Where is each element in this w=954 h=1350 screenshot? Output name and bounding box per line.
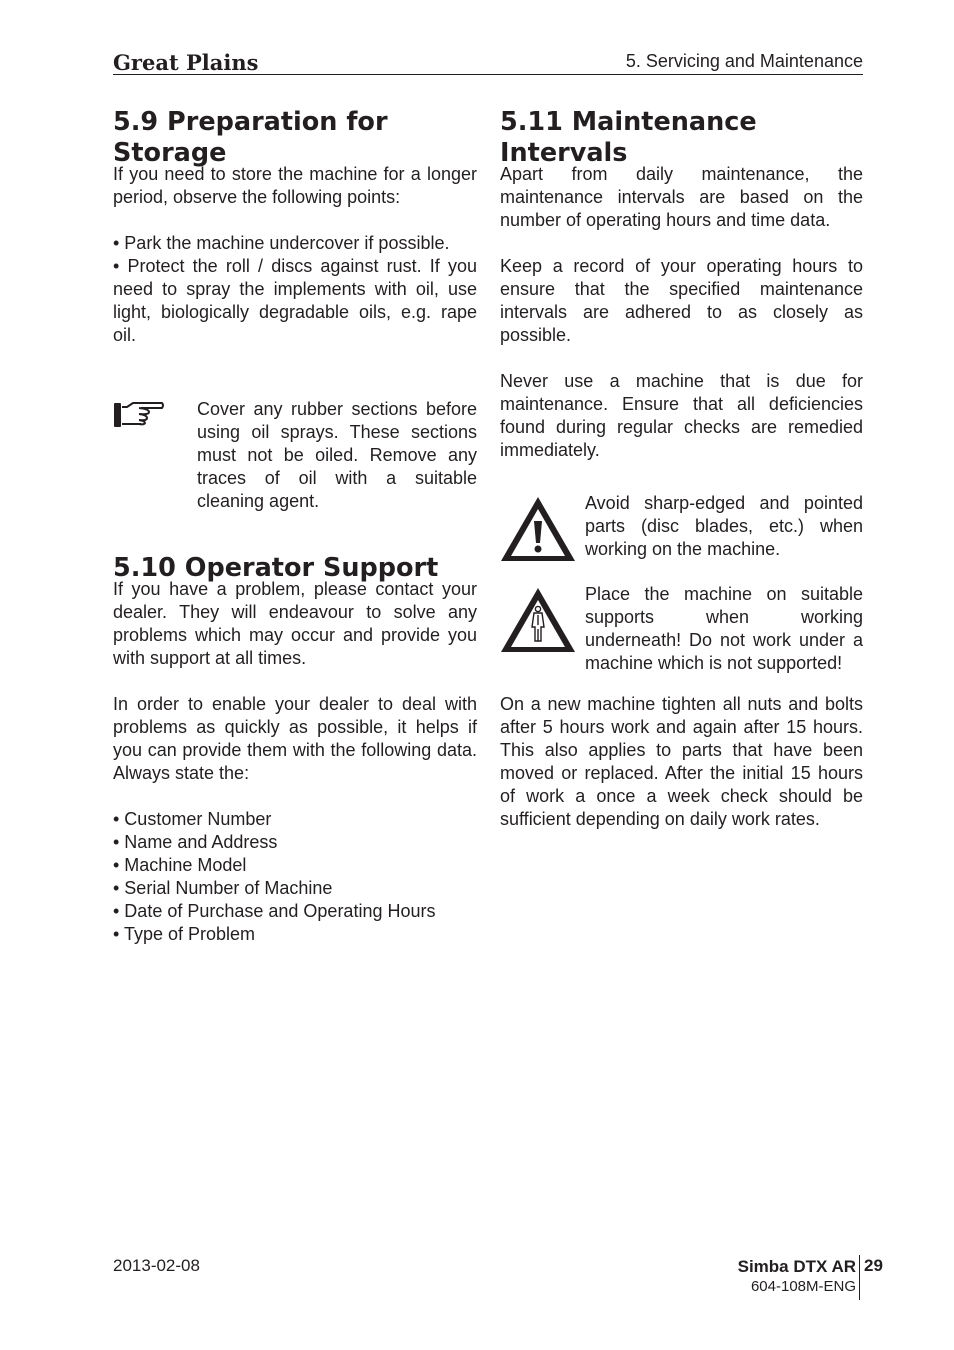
brand-logo: Great Plains xyxy=(113,50,259,75)
header-divider xyxy=(113,74,863,75)
footer-date: 2013-02-08 xyxy=(113,1256,200,1275)
maintenance-paragraph: Never use a machine that is due for maintenance. Ensure that all deficiencies found during regular checks are remedied immediately. xyxy=(500,371,863,460)
section-title: 5. Servicing and Maintenance xyxy=(625,51,863,71)
support-paragraph: If you have a problem, please contact your dealer. They will endeavour to solve any problems which may occur and provide you with support at all times. xyxy=(113,579,477,668)
list-item: • Type of Problem xyxy=(113,924,256,944)
warning-person-icon xyxy=(499,585,577,655)
pointing-hand-icon xyxy=(113,400,165,430)
sharp-parts-warning: Avoid sharp-edged and pointed parts (disc blades, etc.) when working on the machine. xyxy=(585,493,863,559)
document-number: 604-108M-ENG xyxy=(750,1278,856,1295)
footer-model: Simba DTX AR xyxy=(737,1257,856,1276)
list-item: • Customer Number xyxy=(113,809,272,829)
storage-section xyxy=(113,107,477,347)
support-warning: Place the machine on suitable supports when working underneath! Do not work under a machine which is not supported! xyxy=(585,584,863,673)
storage-heading: 5.9 Preparation for Storage xyxy=(113,107,388,168)
maintenance-section xyxy=(500,107,863,462)
page-number: 29 xyxy=(864,1256,883,1275)
footer-divider xyxy=(859,1255,860,1300)
support-section xyxy=(113,553,477,946)
oil-spray-note: Cover any rubber sections before using oil sprays. These sections must not be oiled. Remove any traces of oil with a suitable cleaning agent. xyxy=(197,399,477,511)
list-item: • Serial Number of Machine xyxy=(113,878,333,898)
list-item: • Date of Purchase and Operating Hours xyxy=(113,901,436,921)
maintenance-paragraph: Apart from daily maintenance, the maintenance intervals are based on the number of operating hours and time data. xyxy=(500,164,863,230)
tightening-section xyxy=(500,693,863,831)
warning-exclamation-icon xyxy=(499,494,577,564)
maintenance-paragraph: Keep a record of your operating hours to ensure that the specified maintenance intervals are adhered to as closely as possible. xyxy=(500,256,863,345)
storage-bullet: • Park the machine undercover if possible. xyxy=(113,233,450,253)
list-item: • Name and Address xyxy=(113,832,278,852)
maintenance-paragraph: On a new machine tighten all nuts and bolts after 5 hours work and again after 15 hours. This also applies to parts that have been moved or replaced. After the initial 15 hours of work a once a week check should be sufficient depending on daily work rates. xyxy=(500,694,863,829)
support-heading: 5.10 Operator Support xyxy=(113,553,439,583)
maintenance-heading xyxy=(500,107,863,169)
list-item: • Machine Model xyxy=(113,855,247,875)
support-paragraph: In order to enable your dealer to deal with problems as quickly as possible, it helps if you can provide them with the following data. Always state the: xyxy=(113,694,477,783)
maintenance-heading-line: Intervals xyxy=(500,138,628,168)
maintenance-heading-line: 5.11 Maintenance xyxy=(500,107,757,137)
storage-intro: If you need to store the machine for a longer period, observe the following points: xyxy=(113,164,477,207)
storage-bullet: • Protect the roll / discs against rust. If you need to spray the implements with oil, use light, biologically degradable oils, e.g. rape oil. xyxy=(113,256,477,345)
